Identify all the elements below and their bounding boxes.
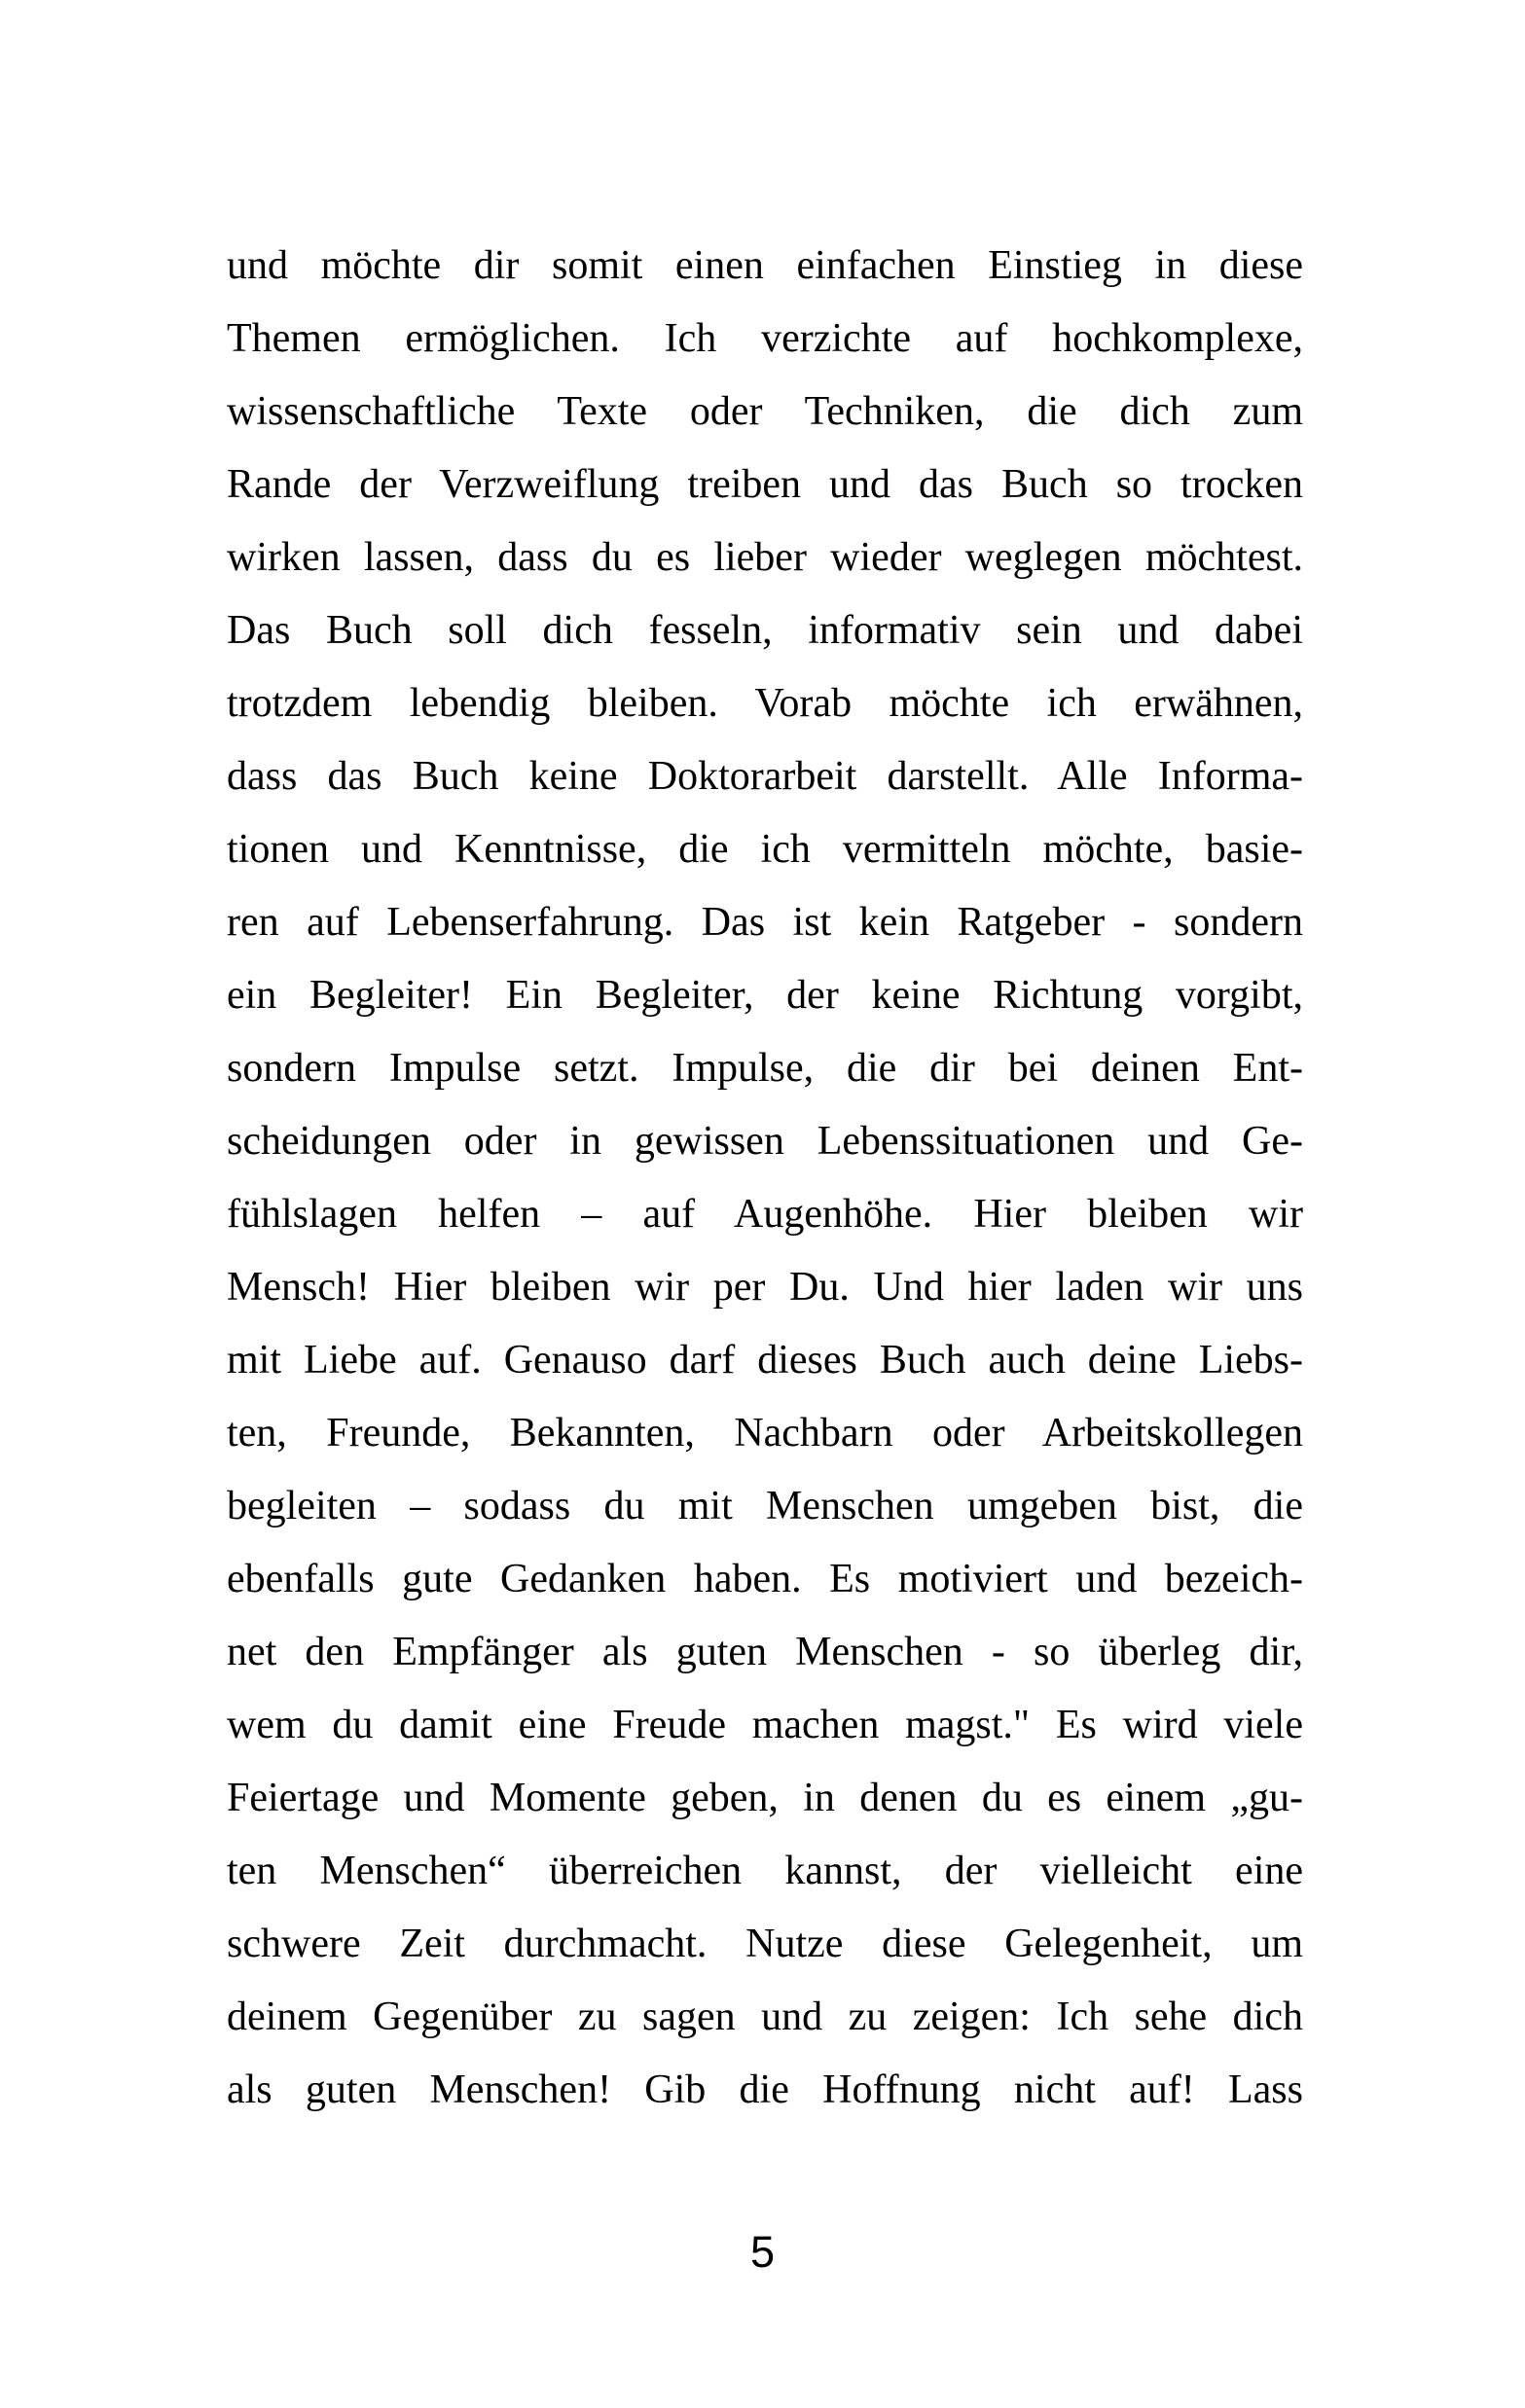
body-text-line: ten, Freunde, Bekannten, Nachbarn oder Arbeitskollegen	[227, 1411, 1303, 1456]
body-text-line: Mensch! Hier bleiben wir per Du. Und hier laden wir uns	[227, 1265, 1303, 1310]
body-text-line: wirken lassen, dass du es lieber wieder weglegen möchtest.	[227, 535, 1303, 580]
body-text-line: fühlslagen helfen – auf Augenhöhe. Hier bleiben wir	[227, 1192, 1303, 1237]
body-text-line: tionen und Kenntnisse, die ich vermitteln möchte, basie-	[227, 827, 1303, 872]
body-text-line: wissenschaftliche Texte oder Techniken, die dich zum	[227, 389, 1303, 434]
body-text-line: scheidungen oder in gewissen Lebenssituationen und Ge-	[227, 1119, 1303, 1164]
body-text-line: trotzdem lebendig bleiben. Vorab möchte ich erwähnen,	[227, 681, 1303, 726]
body-text-line: als guten Menschen! Gib die Hoffnung nicht auf! Lass	[227, 2067, 1303, 2112]
body-text-line: deinem Gegenüber zu sagen und zu zeigen: Ich sehe dich	[227, 1995, 1303, 2039]
body-text-line: ein Begleiter! Ein Begleiter, der keine Richtung vorgibt,	[227, 973, 1303, 1018]
body-text-line: ebenfalls gute Gedanken haben. Es motiviert und bezeich-	[227, 1557, 1303, 1601]
body-text-line: schwere Zeit durchmacht. Nutze diese Gelegenheit, um	[227, 1922, 1303, 1966]
body-text-line: Das Buch soll dich fesseln, informativ sein und dabei	[227, 608, 1303, 653]
body-text-line: sondern Impulse setzt. Impulse, die dir bei deinen Ent-	[227, 1046, 1303, 1091]
body-text-line: mit Liebe auf. Genauso darf dieses Buch auch deine Liebs-	[227, 1338, 1303, 1383]
body-text-line: Feiertage und Momente geben, in denen du es einem „gu-	[227, 1776, 1303, 1820]
body-text-line: Rande der Verzweiflung treiben und das Buch so trocken	[227, 462, 1303, 507]
body-text-line: net den Empfänger als guten Menschen - so überleg dir,	[227, 1630, 1303, 1674]
page-number: 5	[749, 2227, 776, 2277]
body-text-line: wem du damit eine Freude machen magst." Es wird viele	[227, 1703, 1303, 1747]
body-text-line: dass das Buch keine Doktorarbeit darstellt. Alle Informa-	[227, 754, 1303, 799]
body-text-line: begleiten – sodass du mit Menschen umgeben bist, die	[227, 1484, 1303, 1528]
body-text-line: und möchte dir somit einen einfachen Einstieg in diese	[227, 243, 1303, 288]
body-text-line: Themen ermöglichen. Ich verzichte auf hochkomplexe,	[227, 316, 1303, 361]
body-text-line: ten Menschen“ überreichen kannst, der vielleicht eine	[227, 1849, 1303, 1893]
body-text-line: ren auf Lebenserfahrung. Das ist kein Ratgeber - sondern	[227, 900, 1303, 945]
body-text	[227, 230, 1303, 2127]
